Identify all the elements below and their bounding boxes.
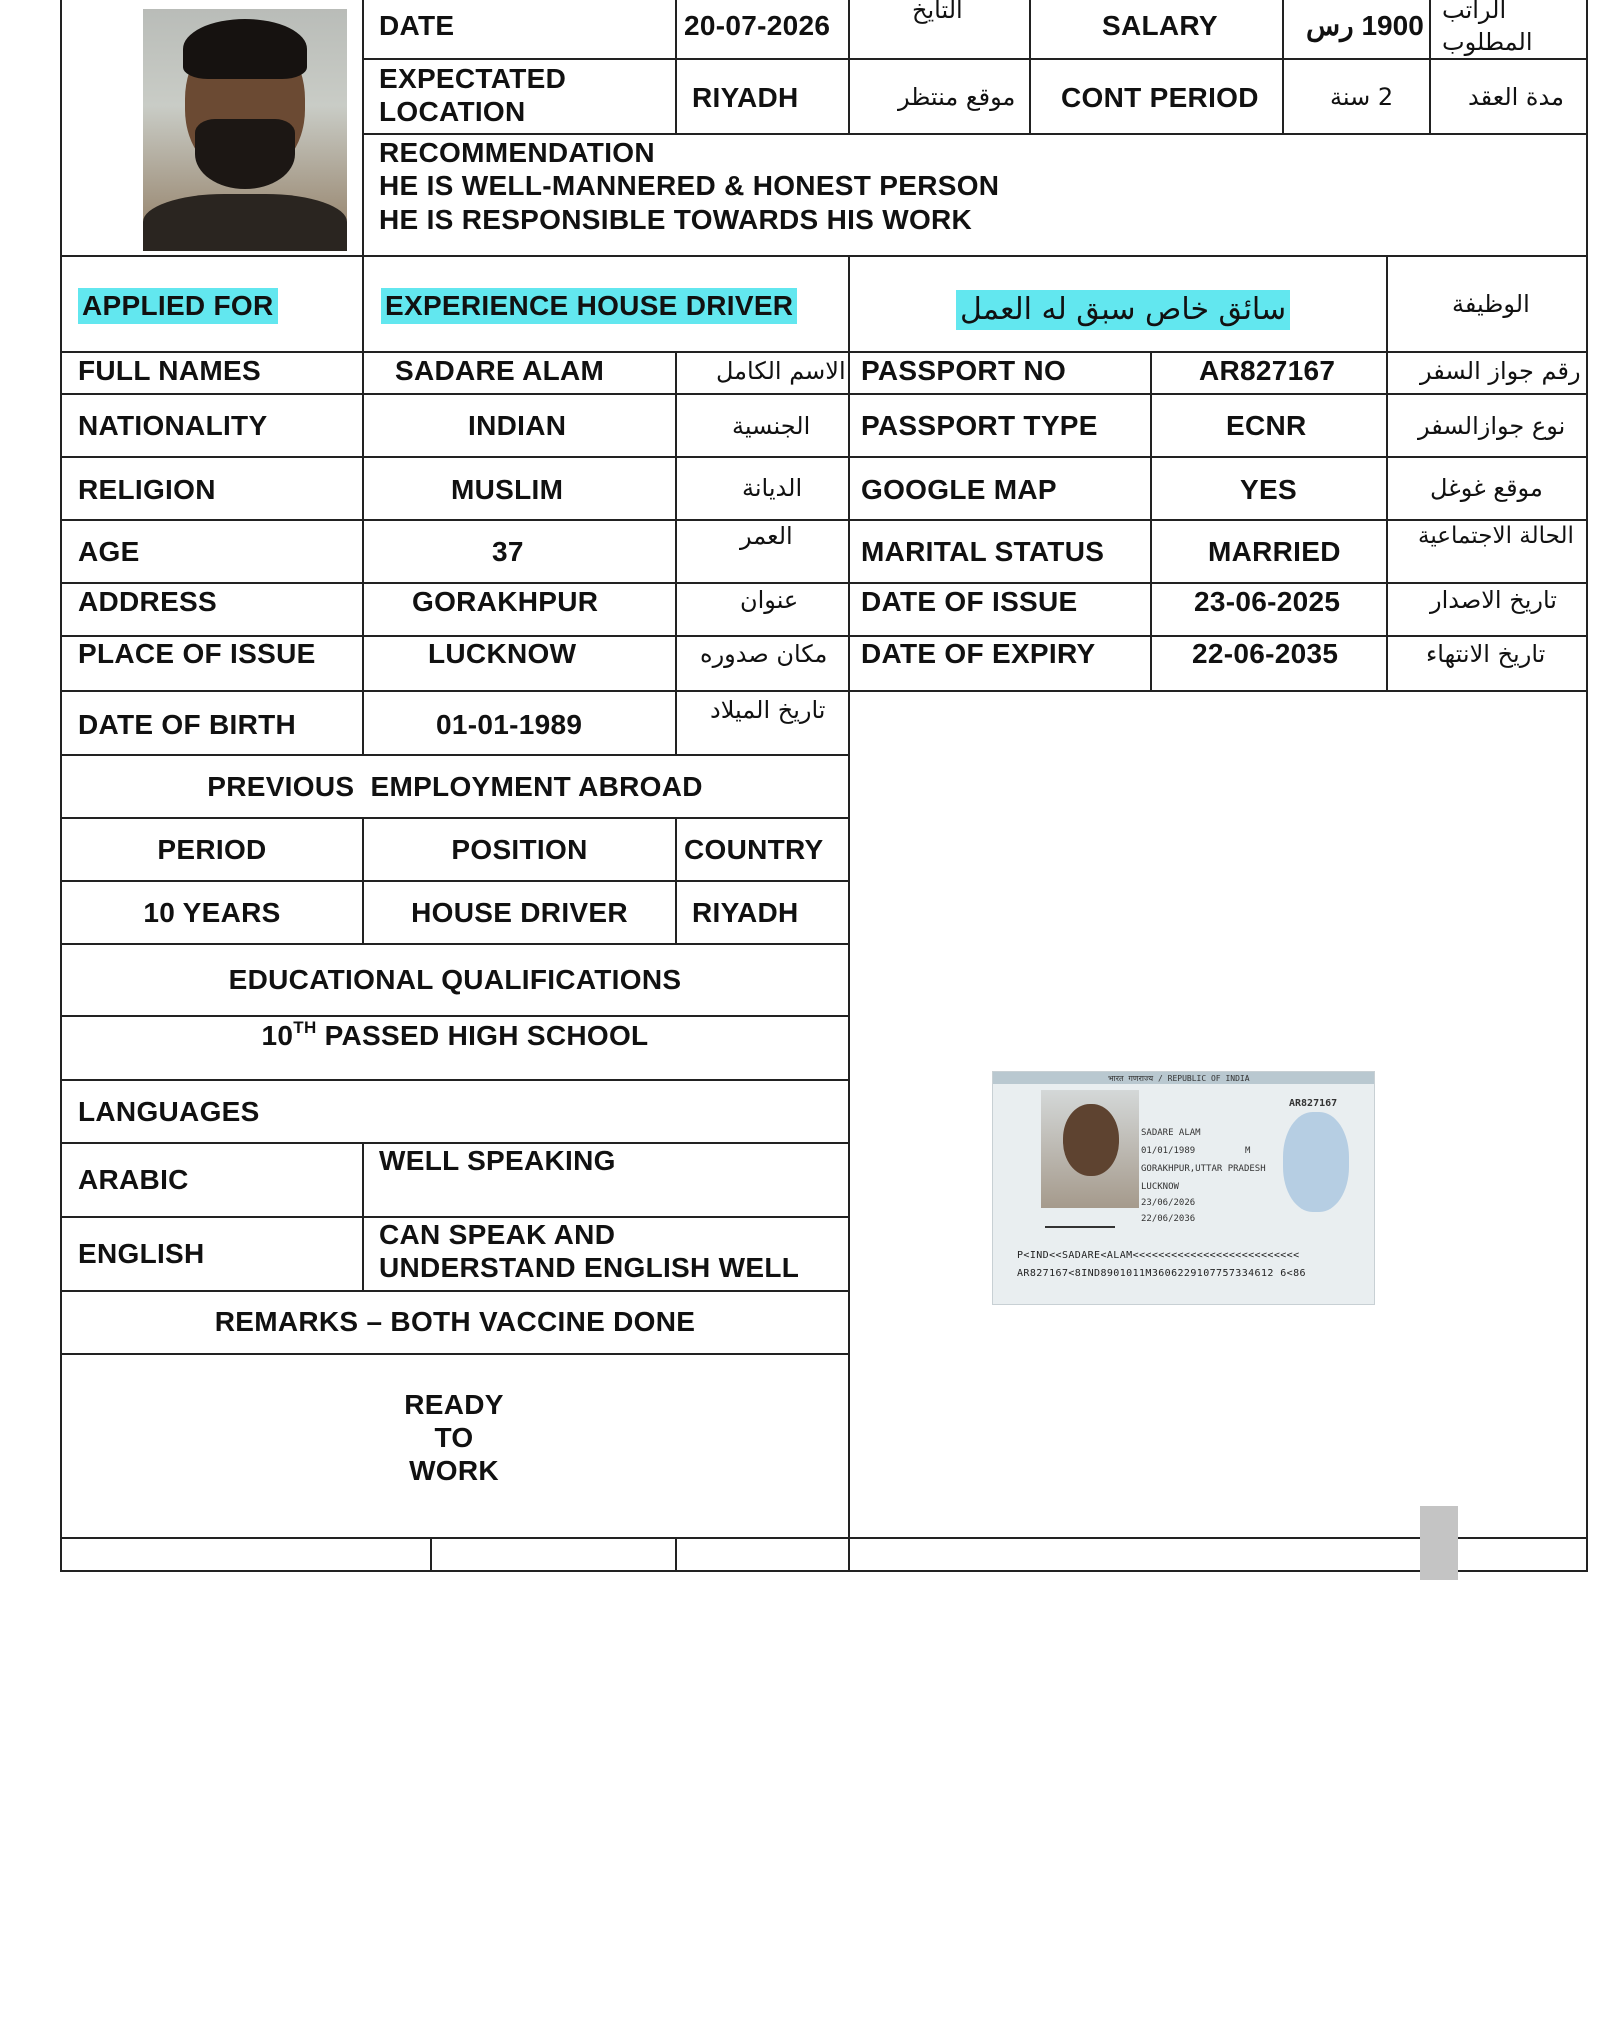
age-label: AGE	[78, 536, 140, 567]
passport-scan-sex: M	[1245, 1146, 1251, 1156]
address-label: ADDRESS	[78, 586, 218, 617]
passport-mrz-line-2: AR827167<8IND8901011M3606229107757334612 6<86	[1017, 1268, 1306, 1279]
place-of-issue-value: LUCKNOW	[428, 638, 577, 669]
location-label-ar: موقع منتظر	[898, 83, 1016, 111]
ready-line-3: WORK	[409, 1455, 499, 1486]
passport-type-label: PASSPORT TYPE	[861, 410, 1098, 441]
place-of-issue-label-ar: مكان صدوره	[700, 640, 828, 668]
recommendation-line-1: HE IS WELL-MANNERED & HONEST PERSON	[379, 170, 1000, 201]
date-value: 20-07-2026	[684, 10, 831, 41]
date-of-birth-value: 01-01-1989	[436, 709, 583, 740]
location-value: RIYADH	[692, 82, 799, 113]
date-of-expiry-label: DATE OF EXPIRY	[861, 638, 1096, 669]
passport-type-value: ECNR	[1226, 410, 1307, 441]
education-grade-suffix: TH	[293, 1018, 317, 1037]
arabic-label: ARABIC	[78, 1164, 189, 1195]
location-label-1: EXPECTATED	[379, 63, 567, 94]
address-label-ar: عنوان	[740, 586, 799, 614]
nationality-value: INDIAN	[468, 410, 567, 441]
applied-for-value: EXPERIENCE HOUSE DRIVER	[381, 288, 797, 324]
age-value: 37	[492, 536, 524, 567]
passport-signature	[1045, 1212, 1115, 1228]
passport-scan-name: SADARE ALAM	[1141, 1128, 1201, 1138]
marital-status-value: MARRIED	[1208, 536, 1341, 567]
passport-scan-issue-date: 23/06/2026	[1141, 1198, 1196, 1208]
employment-period: 10 YEARS	[143, 897, 281, 928]
nationality-label: NATIONALITY	[78, 410, 268, 441]
date-of-issue-value: 23-06-2025	[1194, 586, 1341, 617]
recommendation-title: RECOMMENDATION	[379, 137, 655, 168]
passport-scan-number: AR827167	[1289, 1098, 1338, 1109]
employment-header-period: PERIOD	[157, 834, 267, 865]
marital-status-label-ar: الحالة الاجتماعية	[1418, 523, 1574, 549]
address-value: GORAKHPUR	[412, 586, 599, 617]
google-map-label-ar: موقع غوغل	[1430, 474, 1543, 502]
date-of-expiry-value: 22-06-2035	[1192, 638, 1339, 669]
english-label: ENGLISH	[78, 1238, 205, 1269]
languages-title: LANGUAGES	[78, 1096, 260, 1127]
religion-label: RELIGION	[78, 474, 216, 505]
gray-marker	[1420, 1506, 1458, 1580]
applied-for-label-ar: الوظيفة	[1452, 290, 1530, 318]
employment-title: PREVIOUS EMPLOYMENT ABROAD	[207, 771, 703, 802]
full-name-label-ar: الاسم الكامل	[716, 357, 846, 385]
education-title: EDUCATIONAL QUALIFICATIONS	[228, 964, 682, 995]
cont-period-label-ar: مدة العقد	[1468, 83, 1564, 111]
date-of-issue-label-ar: تاريخ الاصدار	[1430, 586, 1557, 614]
passport-scan-birth-place: GORAKHPUR,UTTAR PRADESH	[1141, 1164, 1266, 1174]
ready-line-1: READY	[404, 1389, 504, 1420]
applicant-photo	[143, 9, 347, 251]
passport-no-value: AR827167	[1199, 355, 1336, 386]
full-name-label: FULL NAMES	[78, 355, 261, 386]
employment-country: RIYADH	[692, 897, 799, 928]
salary-label-ar-1: الراتب	[1442, 0, 1507, 24]
english-value-2: UNDERSTAND ENGLISH WELL	[379, 1252, 800, 1283]
remarks: REMARKS – BOTH VACCINE DONE	[214, 1306, 696, 1337]
ready-line-2: TO	[434, 1422, 474, 1453]
passport-no-label-ar: رقم جواز السفر	[1420, 357, 1581, 385]
employment-header-position: POSITION	[451, 834, 588, 865]
cont-period-label: CONT PERIOD	[1061, 82, 1259, 113]
education-description: PASSED HIGH SCHOOL	[316, 1020, 649, 1051]
date-of-birth-label: DATE OF BIRTH	[78, 709, 297, 740]
passport-type-label-ar: نوع جوازالسفر	[1418, 412, 1566, 440]
google-map-value: YES	[1240, 474, 1297, 505]
form-border-right	[1586, 0, 1588, 1572]
recommendation-line-2: HE IS RESPONSIBLE TOWARDS HIS WORK	[379, 204, 973, 235]
location-label-2: LOCATION	[379, 96, 526, 127]
employment-position: HOUSE DRIVER	[411, 897, 628, 928]
applied-for-value-ar: سائق خاص سبق له العمل	[956, 290, 1290, 330]
religion-value: MUSLIM	[451, 474, 564, 505]
google-map-label: GOOGLE MAP	[861, 474, 1057, 505]
place-of-issue-label: PLACE OF ISSUE	[78, 638, 316, 669]
age-label-ar: العمر	[740, 522, 793, 550]
marital-status-label: MARITAL STATUS	[861, 536, 1105, 567]
passport-scan-dob: 01/01/1989	[1141, 1146, 1196, 1156]
passport-scan-issue-place: LUCKNOW	[1141, 1182, 1179, 1192]
arabic-value: WELL SPEAKING	[379, 1145, 616, 1176]
full-name-value: SADARE ALAM	[395, 355, 605, 386]
salary-label: SALARY	[1102, 10, 1218, 41]
education-value	[62, 1020, 848, 1052]
passport-scan-header: भारत गणराज्य / REPUBLIC OF INDIA	[1108, 1074, 1250, 1083]
employment-header-country: COUNTRY	[684, 834, 824, 865]
date-label: DATE	[379, 10, 455, 41]
passport-no-label: PASSPORT NO	[861, 355, 1067, 386]
nationality-label-ar: الجنسية	[732, 412, 811, 440]
english-value-1: CAN SPEAK AND	[379, 1219, 616, 1250]
passport-mrz-line-1: P<IND<<SADARE<ALAM<<<<<<<<<<<<<<<<<<<<<<<<<<	[1017, 1250, 1300, 1261]
date-label-ar: التايخ	[912, 0, 963, 24]
date-of-issue-label: DATE OF ISSUE	[861, 586, 1078, 617]
passport-scan-image	[992, 1071, 1375, 1305]
passport-scan-expiry-date: 22/06/2036	[1141, 1214, 1196, 1224]
applied-for-label: APPLIED FOR	[78, 288, 278, 324]
cont-period-value: 2 سنة	[1330, 83, 1394, 111]
date-of-expiry-label-ar: تاريخ الانتهاء	[1426, 640, 1546, 668]
education-grade: 10	[261, 1020, 294, 1051]
religion-label-ar: الديانة	[742, 474, 803, 502]
salary-label-ar-2: المطلوب	[1442, 28, 1533, 56]
salary-value: 1900 رس	[1306, 10, 1424, 41]
date-of-birth-label-ar: تاريخ الميلاد	[710, 696, 826, 724]
